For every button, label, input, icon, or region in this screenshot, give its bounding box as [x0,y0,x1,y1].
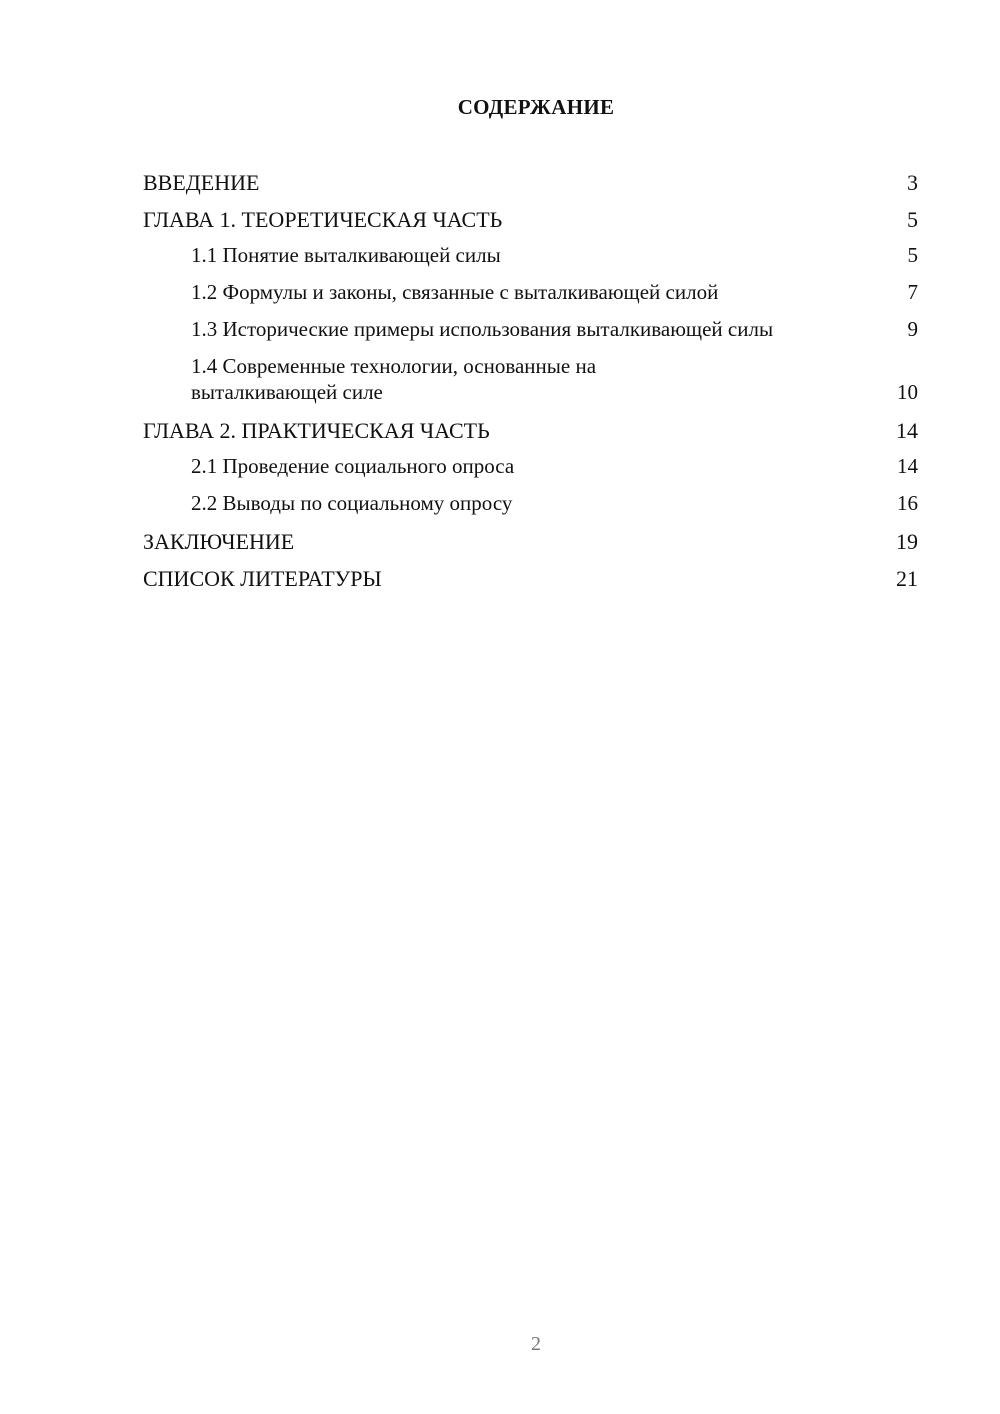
toc-entry-chapter-2[interactable] [143,416,918,446]
toc-entry-section-2-2[interactable] [143,490,918,516]
toc-entry-page: 5 [907,207,918,232]
toc-entry-references[interactable] [143,564,918,594]
toc-entry-page: 7 [907,280,918,304]
toc-entry-label: СПИСОК ЛИТЕРАТУРЫ [143,566,382,591]
toc-entry-section-1-1[interactable] [143,242,918,268]
toc-entry-label: ВВЕДЕНИЕ [143,170,260,195]
toc-entry-section-2-1[interactable] [143,453,918,479]
toc-entry-conclusion[interactable] [143,527,918,557]
page-number: 2 [531,1333,541,1355]
toc-entry-chapter-1[interactable] [143,205,918,235]
toc-entry-page: 9 [907,317,918,341]
toc-entry-label: ГЛАВА 1. ТЕОРЕТИЧЕСКАЯ ЧАСТЬ [143,207,503,232]
toc-entry-section-1-2[interactable] [143,279,918,305]
toc-entry-page: 5 [907,243,918,267]
table-of-contents [143,168,918,601]
toc-entry-label: 2.1 Проведение социального опроса [191,454,515,478]
toc-entry-section-1-4[interactable] [143,353,918,405]
toc-entry-page: 14 [896,418,918,443]
page-title: СОДЕРЖАНИЕ [457,95,615,119]
toc-entry-label: 1.4 Современные технологии, основанные на выталкивающей силе [191,354,597,404]
toc-entry-label: 1.3 Исторические примеры использования выталкивающей силы [191,317,774,341]
toc-entry-introduction[interactable] [143,168,918,198]
toc-entry-section-1-3[interactable] [143,316,918,342]
toc-entry-page: 3 [907,170,918,195]
toc-entry-label: 1.2 Формулы и законы, связанные с выталкивающей силой [191,280,719,304]
toc-entry-page: 10 [897,380,918,404]
toc-entry-page: 21 [896,566,918,591]
toc-entry-page: 19 [896,529,918,554]
toc-entry-label: 2.2 Выводы по социальному опросу [191,491,513,515]
toc-entry-page: 14 [897,454,918,478]
toc-entry-label: ГЛАВА 2. ПРАКТИЧЕСКАЯ ЧАСТЬ [143,418,490,443]
toc-entry-page: 16 [897,491,918,515]
toc-entry-label: ЗАКЛЮЧЕНИЕ [143,529,295,554]
toc-entry-label: 1.1 Понятие выталкивающей силы [191,243,501,267]
